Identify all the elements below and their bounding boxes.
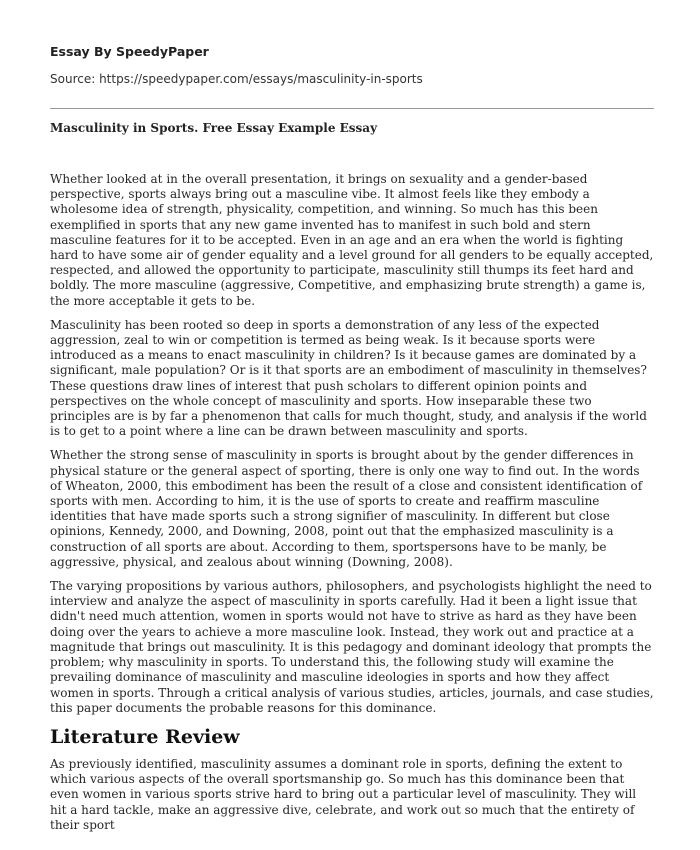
essay-author-heading: Essay By SpeedyPaper [50,44,209,59]
paragraph-1: Whether looked at in the overall presentation, it brings on sexuality and a gender-based perspective, sports always bring out a masculine vibe. It almost feels like they embody a wholesome idea of strength, physicality, competition, and winning. So much has this been exemplified in sports that any new game invented has to manifest in such bold and stern masculine features for it to be accepted. Even in an age and an era when the world is fighting hard to have some air of gender equality and a level ground for all genders to be equally accepted, respected, and allowed the opportunity to participate, masculinity still thumps its feet hard and boldly. The more masculine (aggressive, Competitive, and emphasizing brute strength) a game is, the more acceptable it gets to be. [50,172,654,308]
document-title: Masculinity in Sports. Free Essay Example Essay [50,121,378,135]
source-line: Source: https://speedypaper.com/essays/masculinity-in-sports [50,72,423,86]
paragraph-4: The varying propositions by various authors, philosophers, and psychologists highlight the need to interview and analyze the aspect of masculinity in sports carefully. Had it been a light issue that didn't need much attention, women in sports would not have to strive as hard as they have been doing over the years to achieve a more masculine look. Instead, they work out and practice at a magnitude that brings out masculinity. It is this pedagogy and dominant ideology that prompts the problem; why masculinity in sports. To understand this, the following study will examine the prevailing dominance of masculinity and masculine ideologies in sports and how they affect women in sports. Through a critical analysis of various studies, articles, journals, and case studies, this paper documents the probable reasons for this dominance. [50,579,654,715]
paragraph-3: Whether the strong sense of masculinity in sports is brought about by the gender differences in physical stature or the general aspect of sporting, there is only one way to find out. In the words of Wheaton, 2000, this embodiment has been the result of a close and consistent identification of sports with men. According to him, it is the use of sports to create and reaffirm masculine identities that have made sports such a strong signifier of masculinity. In different but close opinions, Kennedy, 2000, and Downing, 2008, point out that the emphasized masculinity is a construction of all sports are about. According to them, sportspersons have to be manly, be aggressive, physical, and zealous about winning (Downing, 2008). [50,448,643,569]
section-paragraph-1: As previously identified, masculinity assumes a dominant role in sports, defining the extent to which various aspects of the overall sportsmanship go. So much has this dominance been that even women in various sports strive hard to bring out a particular level of masculinity. They will hit a hard tackle, make an aggressive dive, celebrate, and work out so much that the entirety of their sport [50,756,637,832]
section-heading-literature-review: Literature Review [50,725,240,748]
header-divider [50,108,654,109]
essay-body [50,172,654,842]
paragraph-2: Masculinity has been rooted so deep in sports a demonstration of any less of the expected aggression, zeal to win or competition is termed as being weak. Is it because sports were introduced as a means to enact masculinity in children? Is it because games are dominated by a significant, male population? Or is it that sports are an embodiment of masculinity in themselves? These questions draw lines of interest that push scholars to different opinion points and perspectives on the whole concept of masculinity and sports. How inseparable these two principles are is by far a phenomenon that calls for much thought, study, and analysis if the world is to get to a point where a line can be drawn between masculinity and sports. [50,317,647,439]
